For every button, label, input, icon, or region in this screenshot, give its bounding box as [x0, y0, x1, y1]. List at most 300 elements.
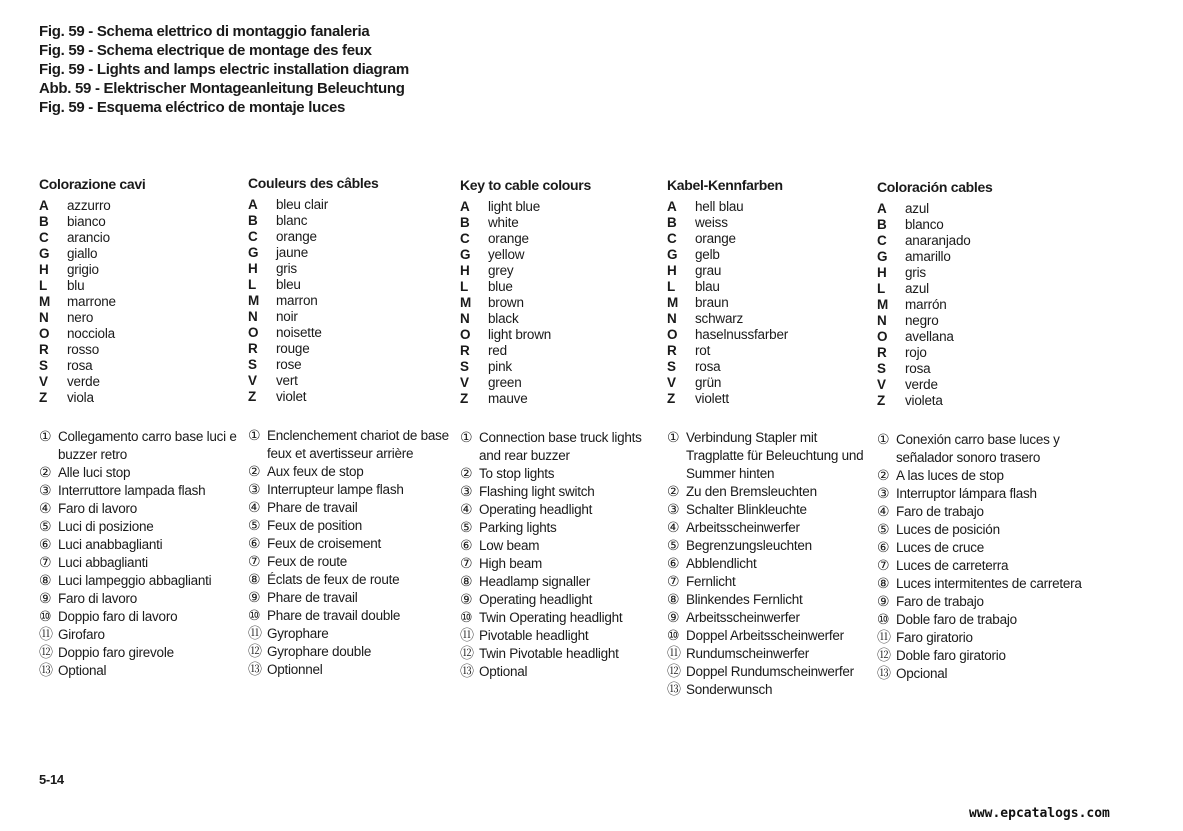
legend-item — [460, 609, 665, 627]
legend-text: Phare de travail — [267, 500, 358, 515]
colour-key-row — [460, 279, 665, 295]
title-italian: Fig. 59 - Schema elettrico di montaggio fanaleria — [39, 23, 370, 40]
colour-code: L — [39, 278, 48, 293]
colour-key-row — [248, 261, 453, 277]
colour-key-row — [248, 389, 453, 405]
legend-number: ③ — [248, 482, 261, 498]
colour-key-row — [877, 393, 1082, 409]
legend-item — [248, 661, 453, 679]
colour-code: M — [248, 293, 260, 308]
colour-code: V — [39, 374, 49, 389]
legend-item — [877, 647, 1082, 665]
colour-key-row — [460, 247, 665, 263]
legend-text: Enclenchement chariot de base feux et avertisseur arrière — [267, 428, 449, 461]
legend-item — [877, 521, 1082, 539]
legend-text: Faro di lavoro — [58, 501, 138, 516]
colour-key-row — [460, 311, 665, 327]
legend-text: Collegamento carro base luci e buzzer retro — [58, 429, 237, 462]
legend-number: ⑫ — [667, 664, 681, 680]
colour-code: G — [39, 246, 50, 261]
colour-code: Z — [460, 391, 469, 406]
colour-key-row — [39, 390, 244, 406]
colour-name: giallo — [67, 246, 98, 261]
legend-item — [460, 555, 665, 573]
legend-number: ⑬ — [667, 682, 681, 698]
colour-key-row — [877, 361, 1082, 377]
column-heading: Couleurs des câbles — [248, 175, 379, 191]
colour-name: bleu — [276, 277, 301, 292]
colour-name: braun — [695, 295, 729, 310]
colour-name: viola — [67, 390, 94, 405]
legend-number: ④ — [877, 504, 890, 520]
colour-name: weiss — [695, 215, 728, 230]
colour-name: bleu clair — [276, 197, 329, 212]
colour-name: violeta — [905, 393, 943, 408]
legend-item — [39, 572, 244, 590]
legend-item — [667, 609, 872, 627]
legend-number: ⑦ — [667, 574, 680, 590]
component-legend — [460, 429, 665, 681]
legend-text: Interruptor lámpara flash — [896, 486, 1037, 501]
colour-name: grey — [488, 263, 514, 278]
column-heading: Kabel-Kennfarben — [667, 177, 783, 193]
colour-name: rosa — [695, 359, 721, 374]
colour-code: C — [248, 229, 258, 244]
legend-number: ⑧ — [667, 592, 680, 608]
legend-number: ⑬ — [877, 666, 891, 682]
legend-item — [39, 662, 244, 680]
legend-text: Doppio faro girevole — [58, 645, 174, 660]
legend-number: ① — [877, 432, 890, 448]
legend-number: ⑫ — [39, 645, 53, 661]
column-french — [248, 174, 453, 679]
legend-item — [667, 519, 872, 537]
legend-number: ⑥ — [248, 536, 261, 552]
colour-key-row — [39, 230, 244, 246]
legend-item — [877, 485, 1082, 503]
legend-text: Verbindung Stapler mit Tragplatte für Beleuchtung und Summer hinten — [686, 430, 864, 481]
legend-text: Conexión carro base luces y señalador sonoro trasero — [896, 432, 1060, 465]
legend-number: ⑩ — [460, 610, 473, 626]
colour-code: S — [39, 358, 49, 373]
legend-item — [39, 500, 244, 518]
colour-key-row — [39, 278, 244, 294]
colour-name: rosa — [67, 358, 93, 373]
colour-name: green — [488, 375, 522, 390]
legend-text: Faro di lavoro — [58, 591, 138, 606]
legend-number: ③ — [877, 486, 890, 502]
legend-text: Opcional — [896, 666, 948, 681]
component-legend — [248, 427, 453, 679]
colour-name: rosso — [67, 342, 100, 357]
colour-code: B — [460, 215, 470, 230]
colour-code: A — [248, 197, 258, 212]
legend-text: Sonderwunsch — [686, 682, 773, 697]
colour-name: light blue — [488, 199, 541, 214]
legend-text: Luces de cruce — [896, 540, 985, 555]
legend-number: ⑨ — [667, 610, 680, 626]
colour-key-row — [460, 343, 665, 359]
legend-number: ⑬ — [39, 663, 53, 679]
colour-name: marrone — [67, 294, 116, 309]
colour-key-row — [39, 358, 244, 374]
colour-name: hell blau — [695, 199, 744, 214]
colour-code: G — [667, 247, 678, 262]
colour-name: nocciola — [67, 326, 115, 341]
colour-name: yellow — [488, 247, 525, 262]
legend-item — [460, 573, 665, 591]
colour-key-list — [460, 199, 665, 407]
legend-text: Feux de route — [267, 554, 348, 569]
colour-code: L — [460, 279, 469, 294]
legend-number: ⑨ — [460, 592, 473, 608]
colour-key-row — [877, 329, 1082, 345]
legend-text: Doppel Rundumscheinwerfer — [686, 664, 854, 679]
legend-number: ⑦ — [460, 556, 473, 572]
colour-key-row — [39, 214, 244, 230]
colour-code: L — [667, 279, 676, 294]
legend-item — [460, 429, 665, 465]
colour-name: violett — [695, 391, 729, 406]
legend-item — [460, 591, 665, 609]
colour-name: amarillo — [905, 249, 951, 264]
colour-name: rouge — [276, 341, 310, 356]
figure-titles — [39, 22, 409, 117]
legend-text: Fernlicht — [686, 574, 736, 589]
legend-number: ⑩ — [248, 608, 261, 624]
legend-text: Connection base truck lights and rear buzzer — [479, 430, 642, 463]
colour-key-row — [460, 215, 665, 231]
legend-item — [248, 499, 453, 517]
colour-name: rot — [695, 343, 711, 358]
colour-code: B — [667, 215, 677, 230]
legend-item — [667, 429, 872, 483]
colour-name: verde — [905, 377, 938, 392]
colour-key-row — [877, 297, 1082, 313]
colour-key-row — [248, 373, 453, 389]
legend-text: A las luces de stop — [896, 468, 1004, 483]
colour-name: marron — [276, 293, 318, 308]
colour-key-row — [460, 231, 665, 247]
legend-text: Girofaro — [58, 627, 105, 642]
legend-item — [877, 629, 1082, 647]
legend-number: ③ — [460, 484, 473, 500]
legend-number: ⑪ — [877, 630, 891, 646]
legend-number: ⑩ — [39, 609, 52, 625]
legend-text: Feux de position — [267, 518, 363, 533]
legend-text: Éclats de feux de route — [267, 572, 400, 587]
colour-key-list — [39, 198, 244, 406]
title-french: Fig. 59 - Schema electrique de montage des feux — [39, 42, 372, 59]
colour-code: M — [877, 297, 889, 312]
colour-code: B — [248, 213, 258, 228]
legend-text: Operating headlight — [479, 502, 593, 517]
legend-text: Luci anabbaglianti — [58, 537, 163, 552]
colour-code: O — [877, 329, 888, 344]
legend-item — [667, 573, 872, 591]
colour-key-row — [248, 197, 453, 213]
legend-text: Luci di posizione — [58, 519, 154, 534]
colour-code: O — [460, 327, 471, 342]
legend-number: ⑦ — [248, 554, 261, 570]
colour-key-row — [667, 263, 872, 279]
legend-text: Doppel Arbeitsscheinwerfer — [686, 628, 844, 643]
colour-code: A — [667, 199, 677, 214]
colour-key-row — [460, 199, 665, 215]
colour-name: orange — [276, 229, 317, 244]
colour-code: M — [667, 295, 679, 310]
legend-number: ⑪ — [248, 626, 262, 642]
colour-code: O — [39, 326, 50, 341]
colour-name: blanc — [276, 213, 308, 228]
legend-text: Doppio faro di lavoro — [58, 609, 178, 624]
colour-key-list — [877, 201, 1082, 409]
legend-item — [460, 663, 665, 681]
colour-code: S — [248, 357, 258, 372]
column-italian — [39, 175, 244, 680]
legend-number: ⑦ — [39, 555, 52, 571]
legend-text: Low beam — [479, 538, 540, 553]
legend-number: ⑪ — [39, 627, 53, 643]
legend-text: Faro giratorio — [896, 630, 973, 645]
colour-key-row — [877, 313, 1082, 329]
legend-text: Gyrophare — [267, 626, 329, 641]
colour-name: haselnussfarber — [695, 327, 789, 342]
legend-text: Blinkendes Fernlicht — [686, 592, 803, 607]
colour-name: negro — [905, 313, 939, 328]
colour-code: Z — [248, 389, 257, 404]
title-english: Fig. 59 - Lights and lamps electric installation diagram — [39, 61, 409, 78]
colour-name: arancio — [67, 230, 110, 245]
colour-code: S — [877, 361, 887, 376]
colour-name: mauve — [488, 391, 528, 406]
legend-item — [877, 467, 1082, 485]
colour-code: R — [877, 345, 887, 360]
column-german — [667, 176, 872, 699]
colour-code: R — [667, 343, 677, 358]
title-german: Abb. 59 - Elektrischer Montageanleitung Beleuchtung — [39, 80, 405, 97]
colour-code: N — [877, 313, 887, 328]
colour-code: N — [460, 311, 470, 326]
legend-item — [667, 663, 872, 681]
colour-code: B — [39, 214, 49, 229]
legend-text: High beam — [479, 556, 543, 571]
legend-number: ① — [39, 429, 52, 445]
legend-number: ⑪ — [460, 628, 474, 644]
colour-code: N — [39, 310, 49, 325]
colour-name: gelb — [695, 247, 720, 262]
legend-item — [248, 517, 453, 535]
legend-number: ② — [39, 465, 52, 481]
legend-number: ⑥ — [39, 537, 52, 553]
component-legend — [877, 431, 1082, 683]
column-heading: Key to cable colours — [460, 177, 591, 193]
colour-key-row — [667, 375, 872, 391]
legend-text: Twin Pivotable headlight — [479, 646, 619, 661]
legend-text: Aux feux de stop — [267, 464, 364, 479]
colour-code: M — [460, 295, 472, 310]
colour-key-row — [667, 311, 872, 327]
legend-number: ⑥ — [460, 538, 473, 554]
colour-key-row — [39, 326, 244, 342]
legend-item — [248, 427, 453, 463]
legend-number: ③ — [667, 502, 680, 518]
legend-item — [39, 518, 244, 536]
colour-key-row — [877, 233, 1082, 249]
legend-number: ④ — [460, 502, 473, 518]
colour-code: H — [39, 262, 49, 277]
colour-name: azul — [905, 201, 929, 216]
column-spanish — [877, 178, 1082, 683]
colour-code: A — [877, 201, 887, 216]
column-heading: Coloración cables — [877, 179, 993, 195]
colour-code: Z — [39, 390, 48, 405]
colour-code: L — [248, 277, 257, 292]
colour-name: orange — [488, 231, 529, 246]
legend-number: ⑬ — [248, 662, 262, 678]
colour-key-row — [39, 246, 244, 262]
colour-key-row — [248, 341, 453, 357]
legend-number: ⑤ — [877, 522, 890, 538]
colour-name: blu — [67, 278, 85, 293]
legend-text: Doble faro giratorio — [896, 648, 1006, 663]
legend-number: ⑩ — [877, 612, 890, 628]
colour-key-row — [460, 375, 665, 391]
colour-key-row — [248, 293, 453, 309]
legend-item — [460, 537, 665, 555]
colour-key-row — [248, 357, 453, 373]
colour-name: schwarz — [695, 311, 744, 326]
colour-key-row — [248, 325, 453, 341]
colour-key-row — [877, 265, 1082, 281]
title-spanish: Fig. 59 - Esquema eléctrico de montaje luces — [39, 99, 346, 116]
colour-code: A — [39, 198, 49, 213]
legend-item — [667, 627, 872, 645]
legend-number: ⑨ — [877, 594, 890, 610]
legend-item — [39, 428, 244, 464]
legend-number: ⑫ — [877, 648, 891, 664]
legend-number: ⑪ — [667, 646, 681, 662]
colour-name: avellana — [905, 329, 954, 344]
legend-item — [248, 589, 453, 607]
legend-item — [39, 536, 244, 554]
colour-name: violet — [276, 389, 307, 404]
colour-name: bianco — [67, 214, 106, 229]
colour-code: C — [877, 233, 887, 248]
colour-name: rosa — [905, 361, 931, 376]
legend-item — [667, 681, 872, 699]
legend-item — [39, 644, 244, 662]
colour-key-row — [667, 199, 872, 215]
colour-name: noir — [276, 309, 298, 324]
legend-item — [877, 539, 1082, 557]
colour-code: O — [248, 325, 259, 340]
colour-code: G — [248, 245, 259, 260]
colour-code: V — [460, 375, 470, 390]
legend-number: ① — [248, 428, 261, 444]
legend-number: ⑬ — [460, 664, 474, 680]
legend-text: Luci lampeggio abbaglianti — [58, 573, 212, 588]
colour-name: red — [488, 343, 507, 358]
colour-code: G — [460, 247, 471, 262]
legend-item — [667, 501, 872, 519]
legend-number: ④ — [667, 520, 680, 536]
colour-key-row — [460, 359, 665, 375]
colour-key-row — [877, 201, 1082, 217]
legend-text: Optional — [58, 663, 107, 678]
colour-code: L — [877, 281, 886, 296]
legend-item — [877, 611, 1082, 629]
colour-key-row — [248, 213, 453, 229]
legend-item — [877, 557, 1082, 575]
colour-code: Z — [877, 393, 886, 408]
legend-text: Optionnel — [267, 662, 323, 677]
watermark-url: www.epcatalogs.com — [969, 806, 1110, 821]
legend-number: ⑥ — [667, 556, 680, 572]
legend-item — [877, 503, 1082, 521]
colour-code: N — [667, 311, 677, 326]
colour-code: R — [460, 343, 470, 358]
legend-text: Operating headlight — [479, 592, 593, 607]
colour-code: A — [460, 199, 470, 214]
colour-key-row — [667, 231, 872, 247]
legend-item — [667, 483, 872, 501]
colour-code: H — [248, 261, 258, 276]
legend-text: To stop lights — [479, 466, 555, 481]
colour-code: H — [877, 265, 887, 280]
legend-item — [667, 591, 872, 609]
legend-item — [248, 571, 453, 589]
legend-text: Zu den Bremsleuchten — [686, 484, 817, 499]
colour-code: R — [39, 342, 49, 357]
legend-text: Rundumscheinwerfer — [686, 646, 810, 661]
colour-name: vert — [276, 373, 298, 388]
colour-code: B — [877, 217, 887, 232]
colour-name: grün — [695, 375, 722, 390]
legend-item — [460, 645, 665, 663]
legend-text: Luces de posición — [896, 522, 1000, 537]
colour-key-row — [877, 345, 1082, 361]
legend-item — [667, 645, 872, 663]
legend-text: Phare de travail double — [267, 608, 401, 623]
legend-item — [248, 463, 453, 481]
colour-key-row — [39, 262, 244, 278]
colour-key-row — [460, 391, 665, 407]
colour-code: H — [667, 263, 677, 278]
colour-key-list — [248, 197, 453, 405]
colour-name: white — [488, 215, 519, 230]
legend-text: Faro de trabajo — [896, 504, 984, 519]
legend-item — [667, 537, 872, 555]
legend-item — [667, 555, 872, 573]
legend-number: ⑤ — [667, 538, 680, 554]
colour-key-row — [248, 277, 453, 293]
column-heading: Colorazione cavi — [39, 176, 146, 192]
legend-item — [39, 608, 244, 626]
colour-code: S — [460, 359, 470, 374]
colour-key-row — [667, 391, 872, 407]
component-legend — [667, 429, 872, 699]
legend-number: ⑤ — [460, 520, 473, 536]
colour-code: R — [248, 341, 258, 356]
legend-item — [460, 627, 665, 645]
colour-name: gris — [276, 261, 297, 276]
page-number: 5-14 — [39, 772, 64, 787]
legend-number: ④ — [248, 500, 261, 516]
legend-text: Doble faro de trabajo — [896, 612, 1017, 627]
colour-key-row — [877, 249, 1082, 265]
legend-number: ③ — [39, 483, 52, 499]
